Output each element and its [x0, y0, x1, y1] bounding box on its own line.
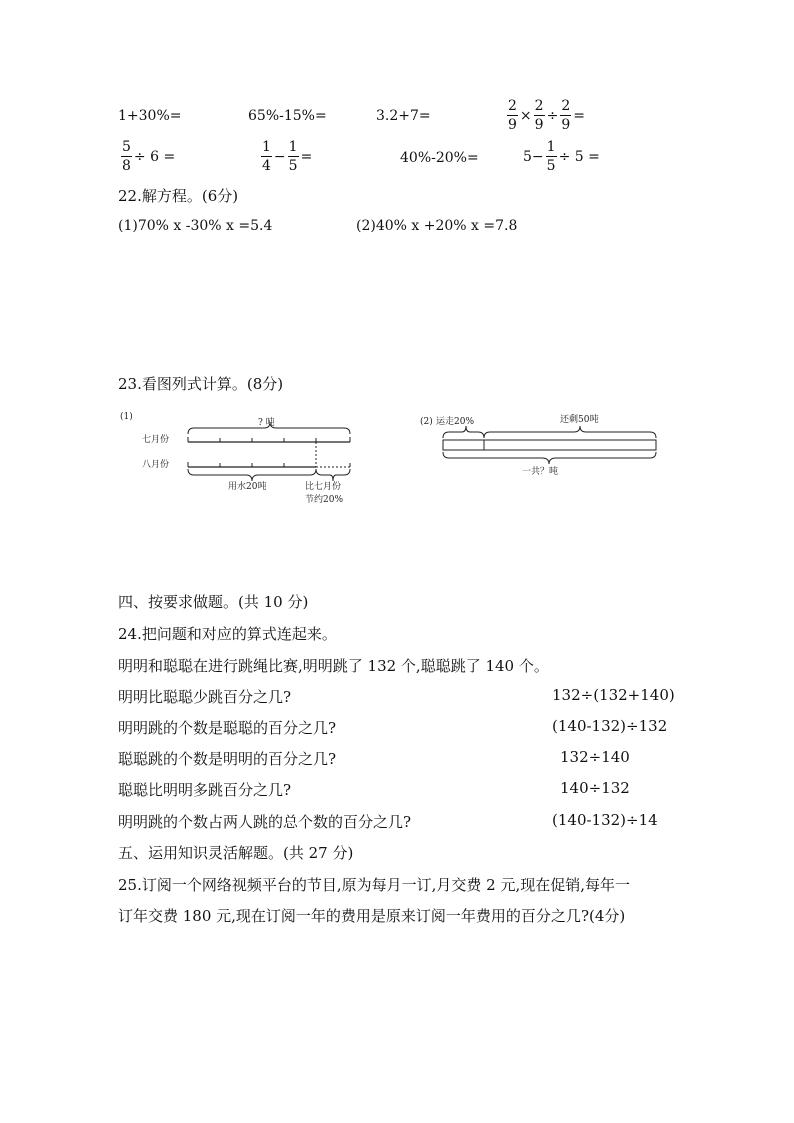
question-25-line-1: 25.订阅一个网络视频平台的节目,原为每月一订,月交费 2 元,现在促销,每年一	[118, 876, 631, 894]
match-formula-5[interactable]: (140-132)÷14	[552, 811, 658, 829]
bar-diagram-1	[118, 405, 368, 510]
fraction: $\frac{5}{8}$	[122, 139, 131, 174]
left-label: 还剩50吨	[560, 415, 599, 425]
calc-item-5: $\frac{5}{8}$ ÷ 6 =	[122, 139, 176, 174]
calc-item-8: 5− $\frac{1}{5}$ ÷ 5 =	[523, 139, 600, 174]
question-24-intro: 明明和聪聪在进行跳绳比赛,明明跳了 132 个,聪聪跳了 140 个。	[118, 657, 549, 675]
match-question-5[interactable]: 明明跳的个数占两人跳的总个数的百分之几?	[118, 813, 412, 831]
used-label: 用水20吨	[228, 482, 267, 492]
august-label: 八月份	[142, 460, 170, 470]
fraction: $\frac{1}{5}$	[546, 139, 556, 174]
fraction: $\frac{1}{4}$	[262, 139, 271, 174]
top-brace-label: ? 吨	[258, 418, 275, 428]
fraction: $\frac{1}{5}$	[288, 139, 298, 174]
equation-1: (1)70% x -30% x =5.4	[118, 218, 273, 234]
question-25-line-2: 订年交费 180 元,现在订阅一年的费用是原来订阅一年费用的百分之几?(4分)	[118, 907, 626, 925]
bar-diagram-2	[418, 408, 668, 483]
calc-item-4: $\frac{2}{9}$ × $\frac{2}{9}$ ÷ $\frac{2}{9}$ =	[508, 98, 585, 133]
equation-2: (2)40% x +20% x =7.8	[356, 218, 518, 234]
fraction: $\frac{2}{9}$	[561, 98, 571, 133]
section-5-title: 五、运用知识灵活解题。(共 27 分)	[118, 844, 354, 862]
total-brace	[443, 452, 656, 464]
section-4-title: 四、按要求做题。(共 10 分)	[118, 593, 309, 611]
calc-item-3: 3.2+7=	[376, 108, 431, 124]
match-formula-1[interactable]: 132÷(132+140)	[552, 686, 675, 704]
question-24-title: 24.把问题和对应的算式连起来。	[118, 625, 337, 643]
saved-label-2: 节约20%	[305, 495, 344, 505]
match-question-3[interactable]: 聪聪跳的个数是明明的百分之几?	[118, 750, 337, 768]
saved-brace	[316, 469, 350, 481]
moved-label: 运走20%	[436, 417, 475, 427]
diagram-2-label: (2)	[420, 417, 433, 427]
fraction: $\frac{2}{9}$	[508, 98, 517, 133]
total-label: 一共？吨	[522, 467, 559, 477]
match-formula-2[interactable]: (140-132)÷132	[552, 717, 668, 735]
match-formula-4[interactable]: 140÷132	[560, 779, 630, 797]
left-brace	[484, 426, 656, 438]
calc-item-1: 1+30%=	[118, 108, 182, 124]
calc-item-6: $\frac{1}{4}$ − $\frac{1}{5}$ =	[262, 139, 313, 174]
calc-item-2: 65%-15%=	[248, 108, 327, 124]
question-23-title: 23.看图列式计算。(8分)	[118, 375, 284, 393]
july-label: 七月份	[142, 435, 170, 445]
total-bar	[443, 440, 656, 450]
match-question-1[interactable]: 明明比聪聪少跳百分之几?	[118, 688, 292, 706]
diagram-1-label: (1)	[120, 412, 133, 422]
question-22-title: 22.解方程。(6分)	[118, 187, 239, 205]
match-question-2[interactable]: 明明跳的个数是聪聪的百分之几?	[118, 719, 337, 737]
moved-brace	[443, 426, 484, 438]
saved-label-1: 比七月份	[305, 482, 342, 492]
fraction: $\frac{2}{9}$	[534, 98, 544, 133]
match-question-4[interactable]: 聪聪比明明多跳百分之几?	[118, 781, 292, 799]
match-formula-3[interactable]: 132÷140	[560, 748, 630, 766]
used-brace	[188, 469, 316, 481]
calc-item-7: 40%-20%=	[400, 150, 479, 166]
